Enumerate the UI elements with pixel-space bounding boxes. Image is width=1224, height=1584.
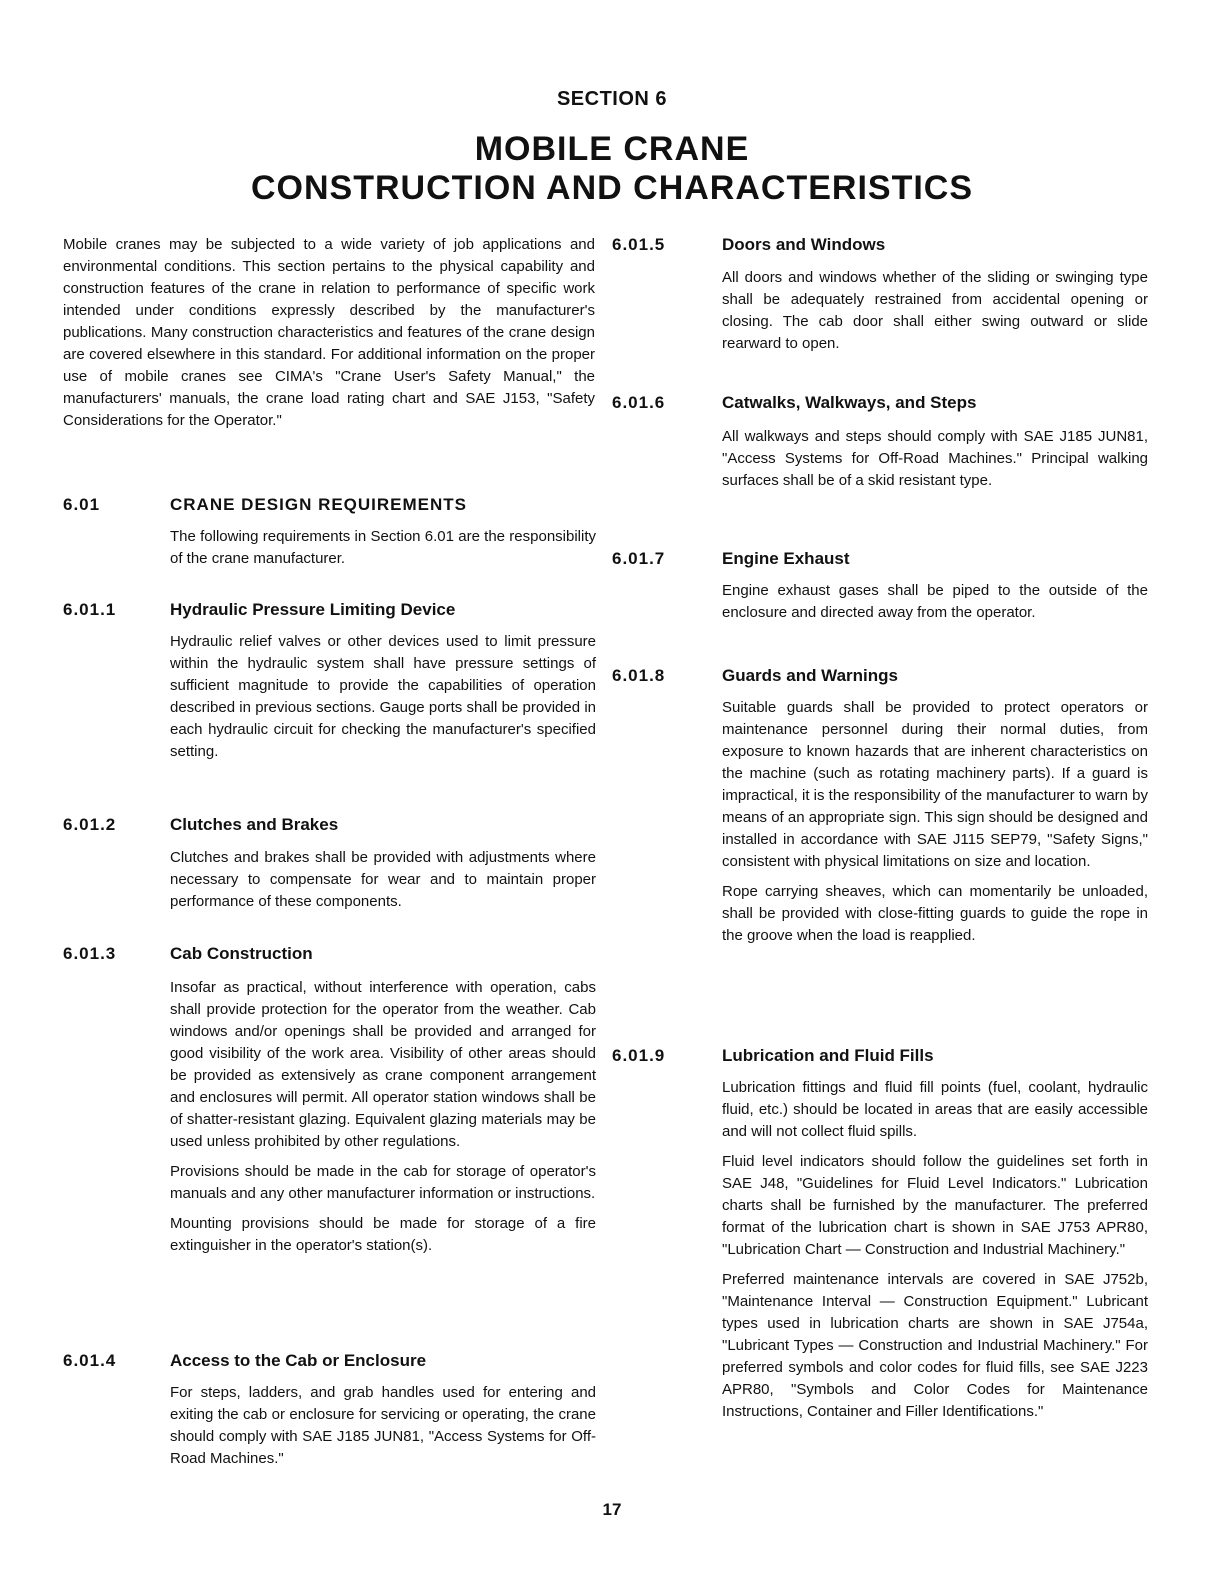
section-number: 6.01.5 [612,235,666,254]
paragraph: Preferred maintenance intervals are covered in SAE J752b, "Maintenance Interval — Construction Equipment." Lubricant types used in lubrication charts are shown in SAE J754a, "Lubricant Types — Construction and Industrial Machinery." For preferred symbols and color codes for fluid fills, see SAE J223 APR80, "Symbols and Color Codes for Maintenance Instructions, Container and Filler Identifications." [722,1271,1148,1420]
page-number: 17 [602,1500,622,1519]
section-heading: Clutches and Brakes [170,815,339,834]
section-number: 6.01.2 [63,815,117,834]
intro-paragraph: Mobile cranes may be subjected to a wide variety of job applications and environmental conditions. This section pertains to the physical capability and construction features of the crane in relation to performance of specific work intended under conditions expressly described by the manufacturer's publications. Many construction characteristics and features of the crane design are covered elsewhere in this standard. For additional information on the proper use of mobile cranes see CIMA's "Crane User's Safety Manual," the manufacturers' manuals, the crane load rating chart and SAE J153, "Safety Considerations for the Operator." [63,236,595,429]
section-body [170,977,596,1257]
section-number: 6.01.6 [612,393,666,412]
section-label: SECTION 6 [556,88,668,110]
paragraph: For steps, ladders, and grab handles used for entering and exiting the cab or enclosure for servicing or operating, the crane should comply with SAE J185 JUN81, "Access Systems for Off-Road Machines." [170,1384,596,1467]
section-body [170,1382,596,1470]
section-number: 6.01.3 [63,944,117,963]
section-heading: Access to the Cab or Enclosure [170,1351,427,1370]
section-body [722,1077,1148,1423]
section-body [722,697,1148,947]
paragraph: Insofar as practical, without interference with operation, cabs shall provide protection for the operator from the weather. Cab windows and/or openings shall be provided and arranged for good visibility of the work area. Visibility of other areas should be provided as extensively as crane component arrangement and enclosures will permit. All operator station windows shall be of shatter-resistant glazing. Equivalent glazing materials may be used unless prohibited by other regulations. [170,979,596,1150]
section-heading: Cab Construction [170,944,313,963]
section-heading: Catwalks, Walkways, and Steps [722,393,977,412]
section-heading: Guards and Warnings [722,666,899,685]
paragraph: All walkways and steps should comply with SAE J185 JUN81, "Access Systems for Off-Road Machines." Principal walking surfaces shall be of a skid resistant type. [722,428,1148,489]
paragraph: Provisions should be made in the cab for storage of operator's manuals and any other manufacturer information or instructions. [170,1163,596,1202]
section-body [170,631,596,763]
section-body [722,267,1148,355]
paragraph: Fluid level indicators should follow the guidelines set forth in SAE J48, "Guidelines for Fluid Level Indicators." Lubrication charts shall be furnished by the manufacturer. The preferred format of the lubrication chart is shown in SAE J753 APR80, "Lubrication Chart — Construction and Industrial Machinery." [722,1153,1148,1258]
section-heading: CRANE DESIGN REQUIREMENTS [170,495,468,514]
section-heading: Lubrication and Fluid Fills [722,1046,934,1065]
section-body [170,847,596,913]
section-number: 6.01 [63,495,101,514]
section-heading: Engine Exhaust [722,549,850,568]
section-body [170,526,596,570]
section-number: 6.01.7 [612,549,666,568]
paragraph: Mounting provisions should be made for storage of a fire extinguisher in the operator's station(s). [170,1215,596,1254]
paragraph: Lubrication fittings and fluid fill points (fuel, coolant, hydraulic fluid, etc.) should be located in areas that are easily accessible and will not collect fluid spills. [722,1079,1148,1140]
section-body [722,426,1148,492]
title-line-1: MOBILE CRANE [474,130,750,168]
page-title [0,130,1224,208]
paragraph: Suitable guards shall be provided to protect operators or maintenance personnel during their normal duties, from exposure to known hazards that are inherent characteristics on the machine (such as rotating machinery parts). If a guard is impractical, it is the responsibility of the manufacturer to warn by means of an appropriate sign. This sign should be designed and installed in accordance with SAE J115 SEP79, "Safety Signs," consistent with physical limitations on size and location. [722,699,1149,870]
paragraph: Engine exhaust gases shall be piped to the outside of the enclosure and directed away from the operator. [722,582,1148,621]
section-heading: Doors and Windows [722,235,886,254]
section-number: 6.01.1 [63,600,117,619]
paragraph: Rope carrying sheaves, which can momentarily be unloaded, shall be provided with close-fitting guards to guide the rope in the groove when the load is reapplied. [722,883,1148,944]
title-line-2: CONSTRUCTION AND CHARACTERISTICS [250,169,974,207]
paragraph: Clutches and brakes shall be provided with adjustments where necessary to compensate for wear and to maintain proper performance of these components. [170,849,596,910]
section-heading: Hydraulic Pressure Limiting Device [170,600,456,619]
paragraph: The following requirements in Section 6.01 are the responsibility of the crane manufacturer. [170,528,596,567]
paragraph: Hydraulic relief valves or other devices used to limit pressure within the hydraulic system shall have pressure settings of sufficient magnitude to provide the capabilities of operation described in previous sections. Gauge ports shall be provided in each hydraulic circuit for checking the manufacturer's specified setting. [170,633,596,760]
section-number: 6.01.9 [612,1046,666,1065]
section-number: 6.01.4 [63,1351,117,1370]
paragraph: All doors and windows whether of the sliding or swinging type shall be adequately restrained from accidental opening or closing. The cab door shall either swing outward or slide rearward to open. [722,269,1148,352]
section-body [722,580,1148,624]
section-number: 6.01.8 [612,666,666,685]
